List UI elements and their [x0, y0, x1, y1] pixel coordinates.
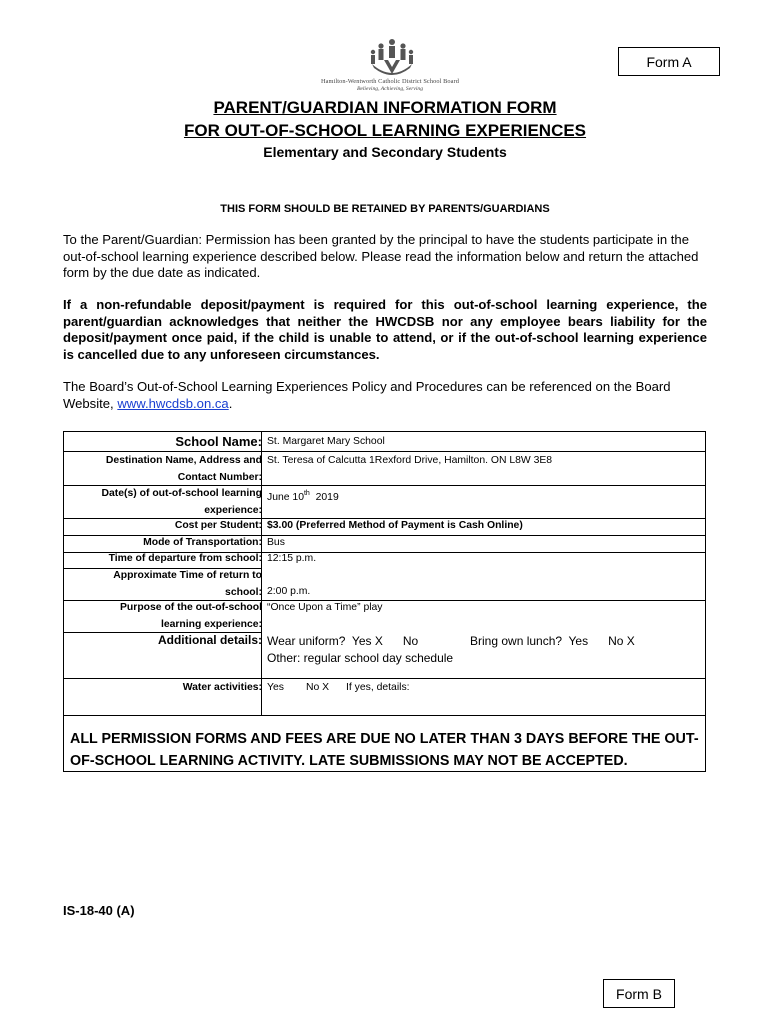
cost-value: $3.00 (Preferred Method of Payment is Cash Online)	[267, 520, 523, 531]
return-time-value: 2:00 p.m.	[267, 586, 311, 597]
departure-label: Time of departure from school:	[108, 553, 262, 564]
destination-value: St. Teresa of Calcutta 1Rexford Drive, Hamilton. ON L8W 3E8	[267, 455, 553, 466]
form-title-line2: FOR OUT-OF-SCHOOL LEARNING EXPERIENCES	[183, 121, 587, 140]
board-motto: Believing, Achieving, Serving	[356, 86, 424, 92]
other-detail: Other: regular school day schedule	[267, 650, 454, 665]
dates-value: June 10th 2019	[267, 490, 339, 503]
row-divider	[64, 451, 705, 452]
purpose-label: Purpose of the out-of-school learning experience:	[120, 602, 262, 630]
intro-paragraph: To the Parent/Guardian: Permission has been granted by the principal to have the students participate in the out-of-school learning experience described below. Please read the information below and return the attached form by the due date as indicated.	[63, 232, 699, 280]
deadline-notice: ALL PERMISSION FORMS AND FEES ARE DUE NO LATER THAN 3 DAYS BEFORE THE OUT-OF-SCHOOL LEARNING ACTIVITY. LATE SUBMISSIONS MAY NOT BE ACCEPTED.	[70, 731, 699, 769]
uniform-detail: Wear uniform? Yes X No	[267, 634, 419, 648]
water-yes: Yes	[267, 682, 284, 693]
deposit-paragraph: If a non-refundable deposit/payment is required for this out-of-school learning experience, the parent/guardian acknowledges that neither the HWCDSB nor any employee bears liability for the deposit/payment once paid, if the child is unable to attend, or if the out-of-school learning experience is cancelled due to any unforeseen circumstances.	[63, 297, 707, 362]
form-code: IS-18-40 (A)	[63, 903, 135, 918]
form-a-label: Form A	[618, 47, 720, 76]
policy-paragraph	[63, 379, 707, 412]
school-name-label: School Name:	[175, 434, 262, 449]
transport-value: Bus	[267, 537, 285, 548]
departure-value: 12:15 p.m.	[267, 553, 317, 564]
row-divider	[64, 715, 705, 716]
destination-label: Destination Name, Address and Contact Number:	[105, 455, 262, 483]
retain-notice: THIS FORM SHOULD BE RETAINED BY PARENTS/GUARDIANS	[220, 203, 550, 215]
form-subtitle: Elementary and Secondary Students	[263, 144, 507, 160]
water-activities-value	[267, 680, 702, 697]
water-activities-label: Water activities:	[182, 682, 262, 693]
additional-details-value	[267, 633, 702, 666]
row-divider	[64, 678, 705, 679]
form-b-label: Form B	[603, 979, 675, 1008]
policy-text-end: .	[228, 395, 233, 411]
additional-details-label: Additional details:	[157, 633, 262, 647]
lunch-detail: Bring own lunch? Yes No X	[470, 634, 635, 648]
form-title: PARENT/GUARDIAN INFORMATION FORM	[213, 98, 557, 117]
water-no: No X	[306, 682, 330, 693]
dates-label: Date(s) of out-of-school learning experience:	[101, 488, 262, 516]
school-name-value: St. Margaret Mary School	[267, 436, 385, 447]
transport-label: Mode of Transportation:	[143, 537, 262, 548]
purpose-value: “Once Upon a Time” play	[267, 602, 383, 613]
trip-info-table	[63, 431, 706, 772]
board-name: Hamilton-Wentworth Catholic District School Board	[320, 78, 459, 85]
water-details: If yes, details:	[346, 682, 410, 693]
board-website-link[interactable]: www.hwcdsb.on.ca	[117, 395, 229, 411]
policy-text: The Board’s Out-of-School Learning Experiences Policy and Procedures can be referenced on the Board Website,	[63, 379, 671, 411]
board-logo-icon	[368, 38, 416, 78]
cost-label: Cost per Student:	[174, 520, 262, 531]
return-time-label: Approximate Time of return to school:	[113, 570, 262, 598]
